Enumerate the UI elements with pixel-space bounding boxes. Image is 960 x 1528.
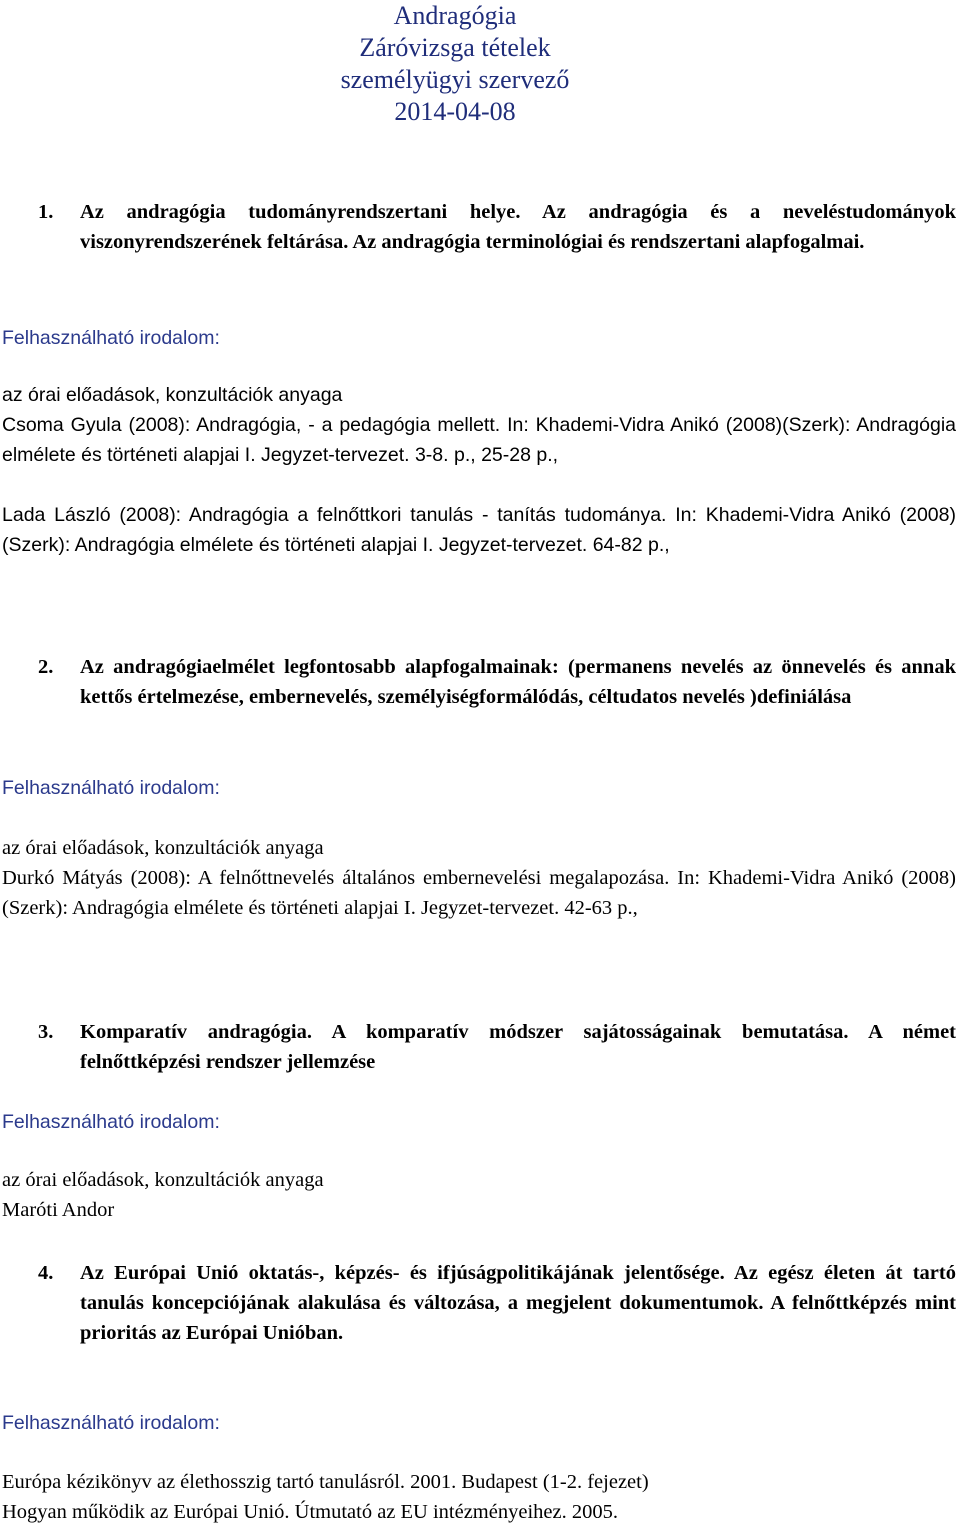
topic-text: Komparatív andragógia. A komparatív módszer sajátosságainak bemutatása. A német felnőttképzési rendszer jellemzése xyxy=(80,1021,956,1073)
topic-text: Az andragógiaelmélet legfontosabb alapfogalmainak: (permanens nevelés az önnevelés és annak kettős értelmezése, embernevelés, személyiségformálódás, céltudatos nevelés )definiálása xyxy=(80,656,956,708)
topic-3-heading xyxy=(38,1017,956,1077)
literature-label: Felhasználható irodalom: xyxy=(2,327,220,349)
source-item: Hogyan működik az Európai Unió. Útmutató az EU intézményeihez. 2005. xyxy=(2,1501,618,1523)
source-item: Európa kézikönyv az élethosszig tartó tanulásról. 2001. Budapest (1-2. fejezet) xyxy=(2,1471,649,1493)
literature-label: Felhasználható irodalom: xyxy=(2,1111,220,1133)
document-date: 2014-04-08 xyxy=(394,97,516,126)
topic-1-heading xyxy=(38,197,956,257)
source-item: az órai előadások, konzultációk anyaga xyxy=(2,384,343,406)
source-item: Lada László (2008): Andragógia a felnőttkori tanulás - tanítás tudománya. In: Khademi-Vidra Anikó (2008)(Szerk): Andragógia elmélete és történeti alapjai I. Jegyzet-tervezet. 64-82 p., xyxy=(2,504,956,556)
topic-number: 2. xyxy=(38,656,54,678)
document-role: személyügyi szervező xyxy=(340,65,570,94)
literature-label: Felhasználható irodalom: xyxy=(2,777,220,799)
document-subtitle: Záróvizsga tételek xyxy=(359,33,551,62)
topic-4-heading xyxy=(38,1258,956,1348)
topic-number: 1. xyxy=(38,201,54,223)
source-item: Csoma Gyula (2008): Andragógia, - a pedagógia mellett. In: Khademi-Vidra Anikó (2008)(Szerk): Andragógia elmélete és történeti alapjai I. Jegyzet-tervezet. 3-8. p., 25-28 p., xyxy=(2,414,956,466)
topic-2-heading xyxy=(38,652,956,712)
document-header xyxy=(0,0,910,128)
topic-number: 3. xyxy=(38,1021,54,1043)
source-item: Durkó Mátyás (2008): A felnőttnevelés általános embernevelési megalapozása. In: Khademi-Vidra Anikó (2008)(Szerk): Andragógia elmélete és történeti alapjai I. Jegyzet-tervezet. 42-63 p., xyxy=(2,867,956,919)
source-item: az órai előadások, konzultációk anyaga xyxy=(2,837,324,859)
source-item: az órai előadások, konzultációk anyaga xyxy=(2,1169,324,1191)
document-title: Andragógia xyxy=(393,1,517,30)
topic-number: 4. xyxy=(38,1262,54,1284)
literature-label: Felhasználható irodalom: xyxy=(2,1412,220,1434)
source-item: Maróti Andor xyxy=(2,1199,115,1221)
topic-text: Az Európai Unió oktatás-, képzés- és ifjúságpolitikájának jelentősége. Az egész életen át tartó tanulás koncepciójának alakulása és változása, a megjelent dokumentumok. A felnőttképzés mint prioritás az Európai Unióban. xyxy=(80,1262,956,1344)
topic-text: Az andragógia tudományrendszertani helye. Az andragógia és a neveléstudományok viszonyrendszerének feltárása. Az andragógia terminológiai és rendszertani alapfogalmai. xyxy=(80,201,956,253)
